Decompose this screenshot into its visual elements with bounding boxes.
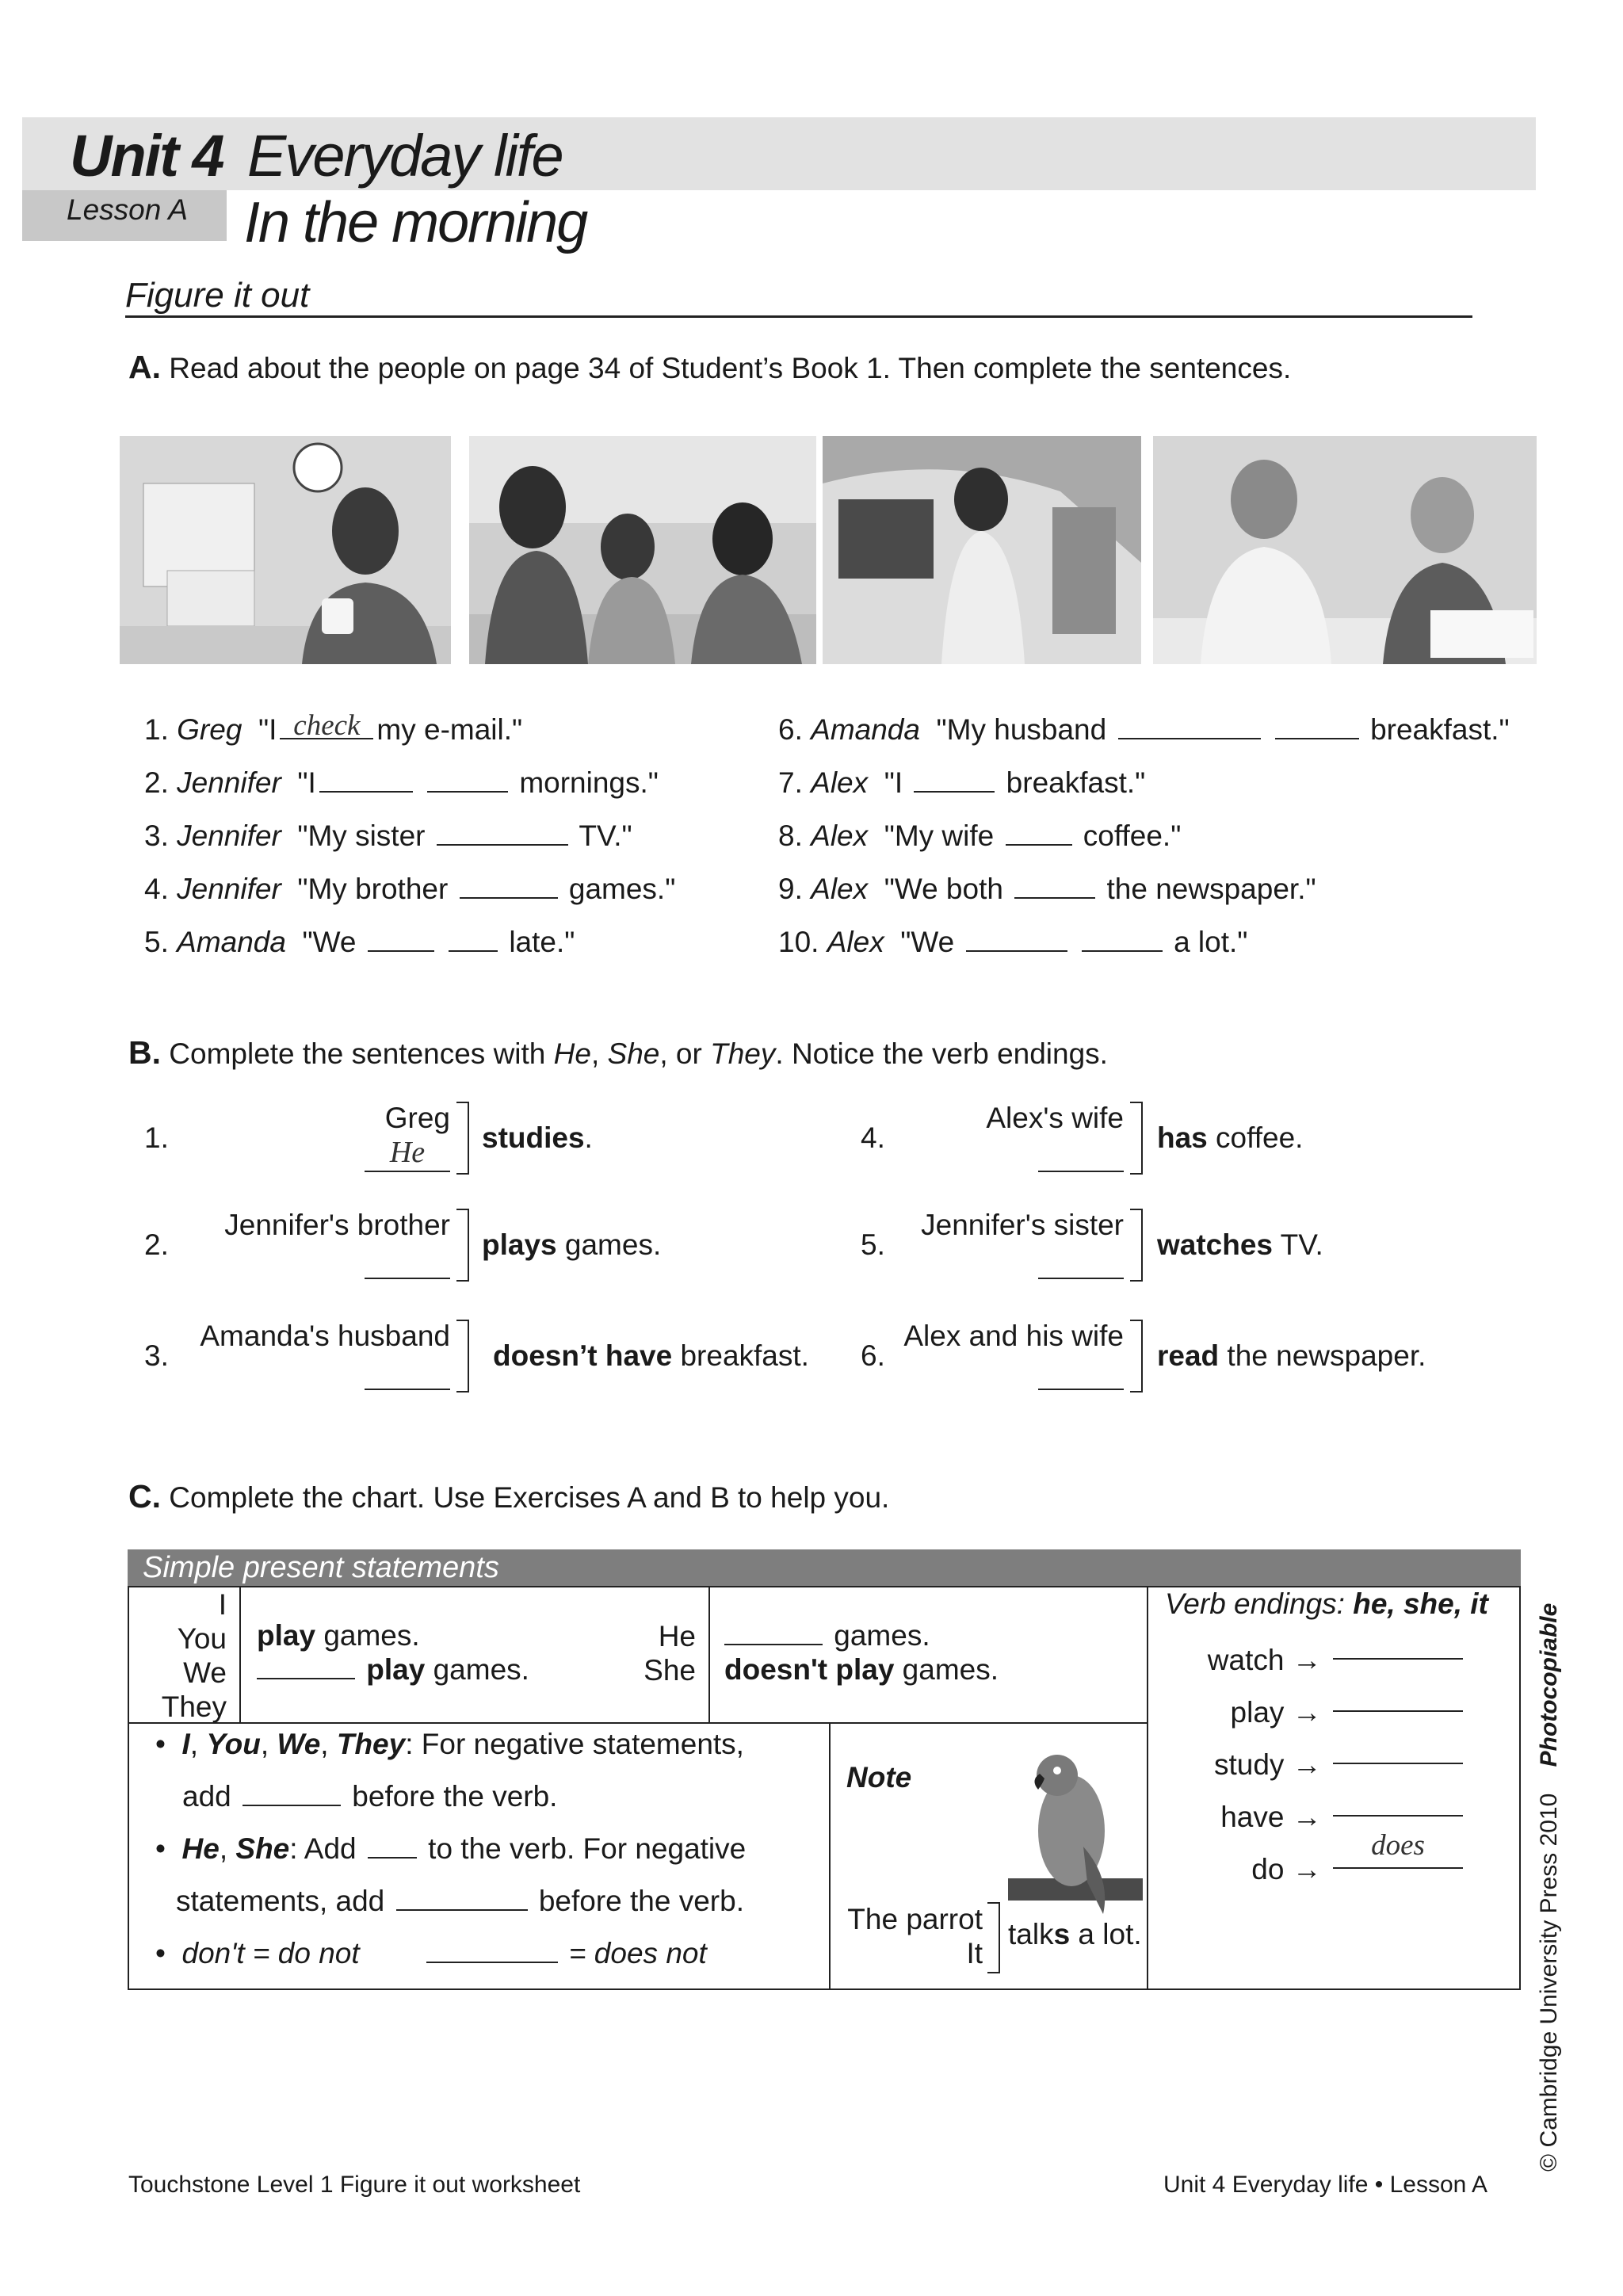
plural-affirmative: play games. xyxy=(257,1619,420,1652)
bullet: • xyxy=(155,1937,174,1969)
family-in-car-photo xyxy=(823,436,1141,664)
man-with-mug-at-computer-photo xyxy=(120,436,451,664)
b-item-1-bracket xyxy=(456,1102,469,1175)
note-bracket xyxy=(987,1902,1000,1973)
verb-ending-play: play → xyxy=(1165,1687,1466,1739)
rule-1: • I, You, We, They: For negative statements, xyxy=(155,1728,744,1760)
chart-border-bottom xyxy=(128,1988,1521,1990)
verb-ending-play-blank[interactable] xyxy=(1333,1687,1463,1712)
b-item-6-verb: read the newspaper. xyxy=(1157,1339,1426,1372)
a-item-1: 1. Greg "I check my e-mail." xyxy=(144,709,523,746)
chart-border-right xyxy=(1519,1586,1521,1990)
note-verb: talks a lot. xyxy=(1008,1918,1142,1950)
verb-ending-study-blank[interactable] xyxy=(1333,1739,1463,1764)
a-item-4-blank[interactable] xyxy=(460,873,558,899)
a-item-3-blank[interactable] xyxy=(437,820,568,846)
b-item-3-bracket xyxy=(456,1320,469,1392)
rule-2-blank-2[interactable] xyxy=(396,1885,528,1911)
a-item-2: 2. Jennifer "I mornings." xyxy=(144,766,659,799)
exercise-c-instruction: C. Complete the chart. Use Exercises A and B to help you. xyxy=(128,1478,890,1515)
b-item-2-bracket xyxy=(456,1209,469,1282)
chart-col-divider-3 xyxy=(1147,1586,1148,1990)
footer-left: Touchstone Level 1 Figure it out worksheet xyxy=(128,2172,581,2198)
b-item-5-verb: watches TV. xyxy=(1157,1228,1323,1261)
side-copyright-note: © Cambridge University Press 2010 Photocopiable xyxy=(1536,1603,1562,2172)
lesson-title: In the morning xyxy=(244,191,587,254)
b-item-5-bracket xyxy=(1130,1209,1143,1282)
a-item-9-blank[interactable] xyxy=(1014,873,1095,899)
b-item-1-number: 1. xyxy=(144,1121,169,1154)
a-item-9: 9. Alex "We both the newspaper." xyxy=(778,873,1316,905)
b-item-1-blank[interactable] xyxy=(365,1171,450,1172)
verb-ending-have: have → xyxy=(1165,1791,1466,1843)
b-item-5-blank[interactable] xyxy=(1038,1278,1124,1279)
plural-negative-blank[interactable] xyxy=(257,1654,355,1679)
a-item-10-blank-1[interactable] xyxy=(966,926,1067,952)
pronouns-singular: He She xyxy=(643,1620,696,1687)
verb-ending-watch-blank[interactable] xyxy=(1333,1634,1463,1660)
b-item-3-verb: doesn’t have breakfast. xyxy=(493,1339,809,1372)
rule-1-line-2: add before the verb. xyxy=(182,1780,558,1813)
rule-3: • don't = do not = does not xyxy=(155,1937,707,1969)
a-item-10: 10. Alex "We a lot." xyxy=(778,926,1248,958)
a-item-4: 4. Jennifer "My brother games." xyxy=(144,873,676,905)
b-item-4-number: 4. xyxy=(861,1121,885,1154)
a-item-3: 3. Jennifer "My sister TV." xyxy=(144,819,632,852)
chart-col-divider-2 xyxy=(708,1586,710,1722)
b-item-6-number: 6. xyxy=(861,1339,885,1372)
b-item-3-blank[interactable] xyxy=(365,1389,450,1390)
b-item-5-number: 5. xyxy=(861,1228,885,1261)
pronouns-plural: I You We They xyxy=(161,1588,227,1723)
bullet: • xyxy=(155,1728,174,1760)
a-item-5-blank-2[interactable] xyxy=(449,926,498,952)
singular-negative: doesn't play games. xyxy=(724,1653,999,1686)
section-rule xyxy=(125,315,1472,318)
footer-right: Unit 4 Everyday life • Lesson A xyxy=(1163,2172,1488,2198)
chart-note-divider xyxy=(829,1722,831,1990)
lesson-label: Lesson A xyxy=(67,193,188,226)
b-item-1-subject: Greg xyxy=(384,1102,450,1134)
exercise-a-instruction xyxy=(128,349,1291,386)
b-item-4-subject: Alex's wife xyxy=(986,1102,1124,1134)
singular-affirmative-blank[interactable] xyxy=(724,1620,823,1645)
b-item-2-subject: Jennifer's brother xyxy=(224,1209,450,1241)
a-item-2-blank-1[interactable] xyxy=(319,767,413,793)
verb-ending-study: study → xyxy=(1165,1739,1466,1791)
b-item-4-bracket xyxy=(1130,1102,1143,1175)
b-item-4-blank[interactable] xyxy=(1038,1171,1124,1172)
chart-border-left xyxy=(128,1586,129,1990)
verb-ending-do-blank[interactable]: does xyxy=(1333,1843,1463,1869)
verb-ending-do: do → does xyxy=(1165,1843,1466,1896)
rule-2-line-2: statements, add before the verb. xyxy=(176,1885,744,1917)
parrot-illustration xyxy=(1008,1744,1143,1926)
b-item-2-number: 2. xyxy=(144,1228,169,1261)
verb-endings-heading: Verb endings: he, she, it xyxy=(1165,1587,1488,1620)
rule-2-blank-1[interactable] xyxy=(368,1833,417,1859)
verb-ending-have-blank[interactable] xyxy=(1333,1791,1463,1817)
b-item-3-number: 3. xyxy=(144,1339,169,1372)
plural-negative: play games. xyxy=(257,1653,529,1687)
a-item-2-blank-2[interactable] xyxy=(427,767,508,793)
exercise-a-text: Read about the people on page 34 of Student’s Book 1. Then complete the sentences. xyxy=(169,352,1292,384)
section-title: Figure it out xyxy=(125,276,310,315)
rule-2: • He, She: Add to the verb. For negative xyxy=(155,1832,747,1865)
b-item-5-subject: Jennifer's sister xyxy=(921,1209,1124,1241)
note-subjects: The parrot It xyxy=(847,1903,983,1969)
b-item-2-verb: plays games. xyxy=(482,1228,662,1261)
rule-3-blank[interactable] xyxy=(426,1938,558,1963)
couple-at-breakfast-table-photo xyxy=(1153,436,1537,664)
note-label: Note xyxy=(846,1761,912,1794)
a-item-7-blank[interactable] xyxy=(914,767,995,793)
exercise-a-letter: A. xyxy=(128,349,161,385)
b-item-1-answer: He xyxy=(389,1136,426,1169)
b-item-2-blank[interactable] xyxy=(365,1278,450,1279)
singular-affirmative: games. xyxy=(724,1619,930,1652)
a-item-6: 6. Amanda "My husband breakfast." xyxy=(778,713,1510,746)
exercise-b-instruction: B. Complete the sentences with He, She, or They. Notice the verb endings. xyxy=(128,1034,1108,1071)
a-item-5-blank-1[interactable] xyxy=(368,926,434,952)
b-item-3-subject: Amanda's husband xyxy=(200,1320,450,1352)
a-item-8: 8. Alex "My wife coffee." xyxy=(778,819,1182,852)
a-item-10-blank-2[interactable] xyxy=(1082,926,1163,952)
a-item-6-blank-1[interactable] xyxy=(1118,714,1261,739)
b-item-6-blank[interactable] xyxy=(1038,1389,1124,1390)
unit-title: Everyday life xyxy=(247,123,563,189)
b-item-6-subject: Alex and his wife xyxy=(903,1320,1124,1352)
a-item-5: 5. Amanda "We late." xyxy=(144,926,575,958)
b-item-6-bracket xyxy=(1130,1320,1143,1392)
chart-col-divider-1 xyxy=(239,1586,241,1722)
chart-row-divider xyxy=(128,1722,1148,1724)
chart-title: Simple present statements xyxy=(143,1551,499,1584)
a-item-1-blank[interactable]: check xyxy=(280,714,373,739)
b-item-1-verb: studies. xyxy=(482,1121,593,1154)
a-item-7: 7. Alex "I breakfast." xyxy=(778,766,1146,799)
bullet: • xyxy=(155,1832,174,1865)
family-in-kitchen-photo xyxy=(469,436,816,664)
rule-1-blank[interactable] xyxy=(242,1781,341,1806)
a-item-6-blank-2[interactable] xyxy=(1275,714,1359,739)
b-item-4-verb: has coffee. xyxy=(1157,1121,1304,1154)
verb-ending-watch: watch → xyxy=(1165,1634,1466,1687)
a-item-8-blank[interactable] xyxy=(1006,820,1072,846)
verb-endings-list xyxy=(1165,1634,1466,1896)
unit-label: Unit 4 xyxy=(70,123,223,189)
